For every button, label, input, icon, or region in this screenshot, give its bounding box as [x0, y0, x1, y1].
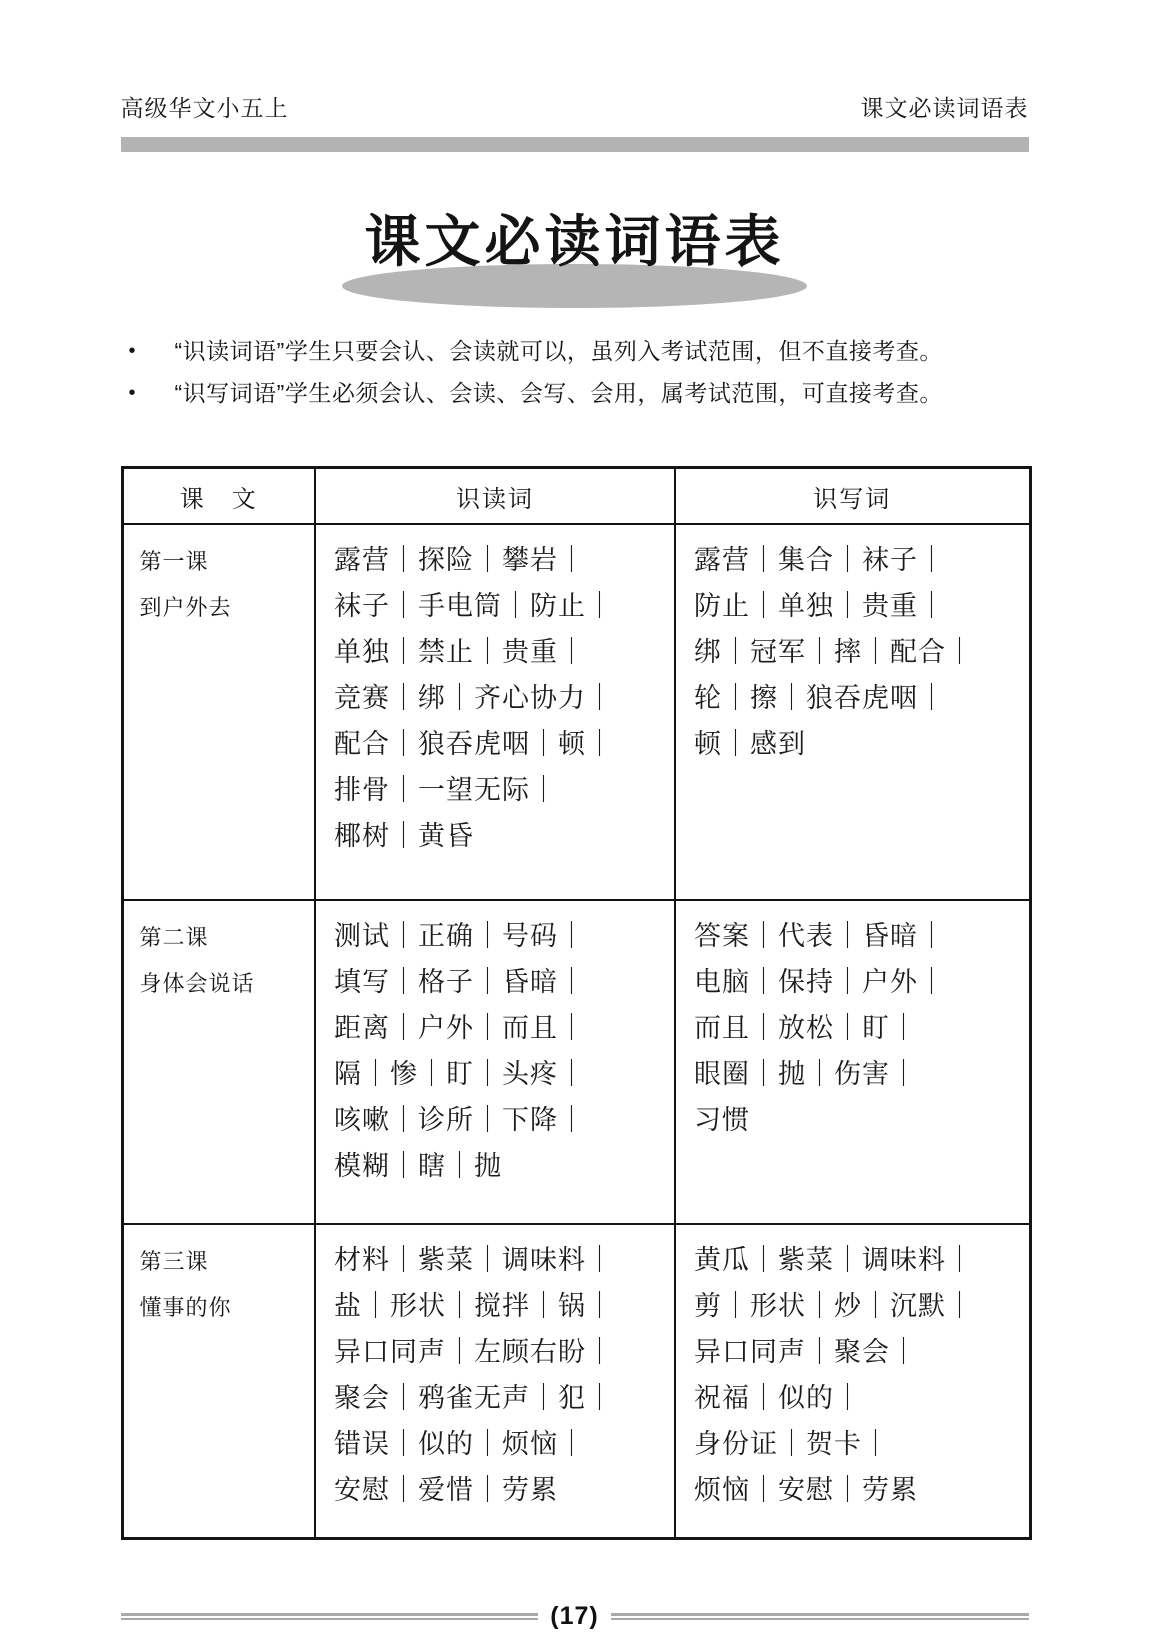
lesson-2-label — [122, 900, 315, 1224]
running-header — [121, 0, 1029, 123]
lesson-3-label — [122, 1224, 315, 1539]
lesson-3-write-words: 黄瓜｜紫菜｜调味料｜ 剪｜形状｜炒｜沉默｜ 异口同声｜聚会｜ 祝福｜似的｜ 身份证｜贺卡｜ 烦恼｜安慰｜劳累 — [675, 1224, 1030, 1539]
title-block — [121, 198, 1029, 308]
lesson-number: 第一课 — [139, 549, 209, 574]
bullet-note-read-text: “识读词语”学生只要会认、会读就可以，虽列入考试范围，但不直接考查。 — [174, 338, 943, 364]
lesson-3-read-words: 材料｜紫菜｜调味料｜ 盐｜形状｜搅拌｜锅｜ 异口同声｜左顾右盼｜ 聚会｜鸦雀无声｜犯｜ 错误｜似的｜烦恼｜ 安慰｜爱惜｜劳累 — [315, 1224, 675, 1539]
lesson-title: 到户外去 — [139, 595, 232, 620]
column-header-read-words: 识读词 — [315, 468, 675, 525]
lesson-1-label — [122, 524, 315, 900]
lesson-1-write-words: 露营｜集合｜袜子｜ 防止｜单独｜贵重｜ 绑｜冠军｜摔｜配合｜ 轮｜擦｜狼吞虎咽｜ 顿｜感到 — [675, 524, 1030, 900]
lesson-2-write-words: 答案｜代表｜昏暗｜ 电脑｜保持｜户外｜ 而且｜放松｜盯｜ 眼圈｜抛｜伤害｜ 习惯 — [675, 900, 1030, 1224]
column-header-lesson: 课 文 — [122, 468, 315, 525]
page-footer — [121, 1602, 1029, 1631]
footer-rule-right — [611, 1613, 1029, 1620]
table-row-lesson-2 — [122, 900, 1030, 1224]
bullet-note-write-text: “识写词语”学生必须会认、会读、会写、会用，属考试范围，可直接考查。 — [174, 380, 943, 406]
bullet-icon: • — [128, 382, 136, 404]
bullet-note-write — [121, 372, 1029, 414]
bullet-note-read — [121, 330, 1029, 372]
header-rule-bar — [121, 137, 1029, 152]
table-row-lesson-3 — [122, 1224, 1030, 1539]
footer-rule-left — [121, 1613, 539, 1620]
page-title: 课文必读词语表 — [364, 212, 785, 274]
lesson-2-read-words: 测试｜正确｜号码｜ 填写｜格子｜昏暗｜ 距离｜户外｜而且｜ 隔｜惨｜盯｜头疼｜ 咳嗽｜诊所｜下降｜ 模糊｜瞎｜抛 — [315, 900, 675, 1224]
column-header-write-words: 识写词 — [675, 468, 1030, 525]
table-row-lesson-1 — [122, 524, 1030, 900]
vocab-table — [121, 466, 1032, 1540]
lesson-1-read-words: 露营｜探险｜攀岩｜ 袜子｜手电筒｜防止｜ 单独｜禁止｜贵重｜ 竞赛｜绑｜齐心协力｜ 配合｜狼吞虎咽｜顿｜ 排骨｜一望无际｜ 椰树｜黄昏 — [315, 524, 675, 900]
intro-notes — [121, 330, 1029, 414]
lesson-title: 懂事的你 — [139, 1295, 232, 1320]
lesson-number: 第三课 — [139, 1249, 209, 1274]
running-header-right: 课文必读词语表 — [860, 95, 1029, 121]
lesson-number: 第二课 — [139, 925, 209, 950]
vocab-table-header-row — [122, 468, 1030, 525]
bullet-icon: • — [128, 340, 136, 362]
page-number: (17) — [550, 1602, 599, 1630]
lesson-title: 身体会说话 — [139, 971, 255, 996]
running-header-left: 高级华文小五上 — [120, 95, 289, 121]
